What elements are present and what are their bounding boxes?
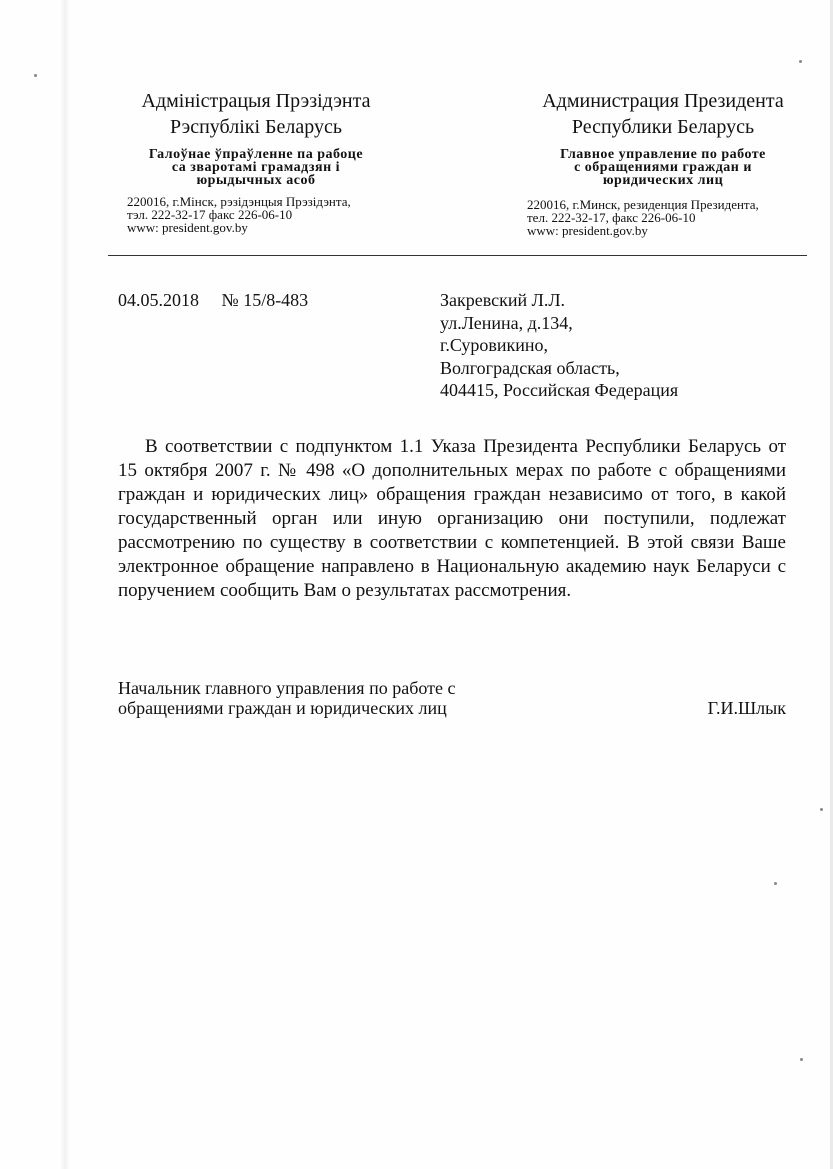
letter-body: В соответствии с подпунктом 1.1 Указа Президента Республики Беларусь от 15 октября 2007 г. № 498 «О дополнительных мерах по работе с обращениями граждан и юридических лиц» обращения граждан независимо от того, в какой государственный орган или иную организацию они поступили, подлежат рассмотрению по существу в соответствии с компетенцией. В этой связи Ваше электронное обращение направлено в Национальную академию наук Беларуси с поручением сообщить Вам о результатах рассмотрения. [118, 436, 786, 601]
recipient-city: г.Суровикино, [440, 335, 549, 355]
header-divider [108, 255, 807, 256]
scan-speck [34, 74, 37, 77]
scan-speck [800, 1058, 803, 1061]
scan-shadow [60, 0, 70, 1169]
contacts-by: 220016, г.Мінск, рэзідэнцыя Прэзідэнта, тэл. 222-32-17 факс 226-06-10 www: president.gov.by [127, 194, 351, 235]
letter-date: 04.05.2018 [118, 290, 199, 310]
scan-speck [774, 882, 777, 885]
signatory-position-line2: обращениями граждан и юридических лиц [118, 698, 447, 718]
department-name-ru: Главное управление по работе с обращениями граждан и юридических лиц [560, 147, 766, 188]
contacts-ru: 220016, г.Минск, резиденция Президента, тел. 222-32-17, факс 226-06-10 www: president.gov.by [527, 197, 759, 238]
signature-block [118, 678, 786, 718]
recipient-name: Закревский Л.Л. [440, 290, 566, 310]
letter-number: 15/8-483 [243, 290, 309, 310]
scan-speck [820, 808, 823, 811]
outgoing-reference [118, 290, 308, 311]
signatory-name: Г.И.Шлык [707, 698, 786, 718]
signatory-position-line1: Начальник главного управления по работе с [118, 678, 456, 698]
recipient-street: ул.Ленина, д.134, [440, 312, 573, 333]
number-sign: № [221, 290, 239, 310]
recipient-postal-country: 404415, Российская Федерация [440, 380, 679, 400]
header-russian [508, 88, 818, 187]
scan-speck [799, 60, 802, 63]
department-name-by: Галоўнае ўпраўленне па рабоце са зваротамі грамадзян і юрыдычных асоб [148, 147, 364, 188]
header-belarusian [112, 88, 400, 187]
org-name-ru: Администрация Президента Республики Беларусь [542, 90, 784, 138]
org-name-by: Адміністрацыя Прэзідэнта Рэспублікі Беларусь [141, 90, 371, 138]
recipient-region: Волгоградская область, [440, 357, 620, 378]
recipient-address [440, 289, 678, 402]
